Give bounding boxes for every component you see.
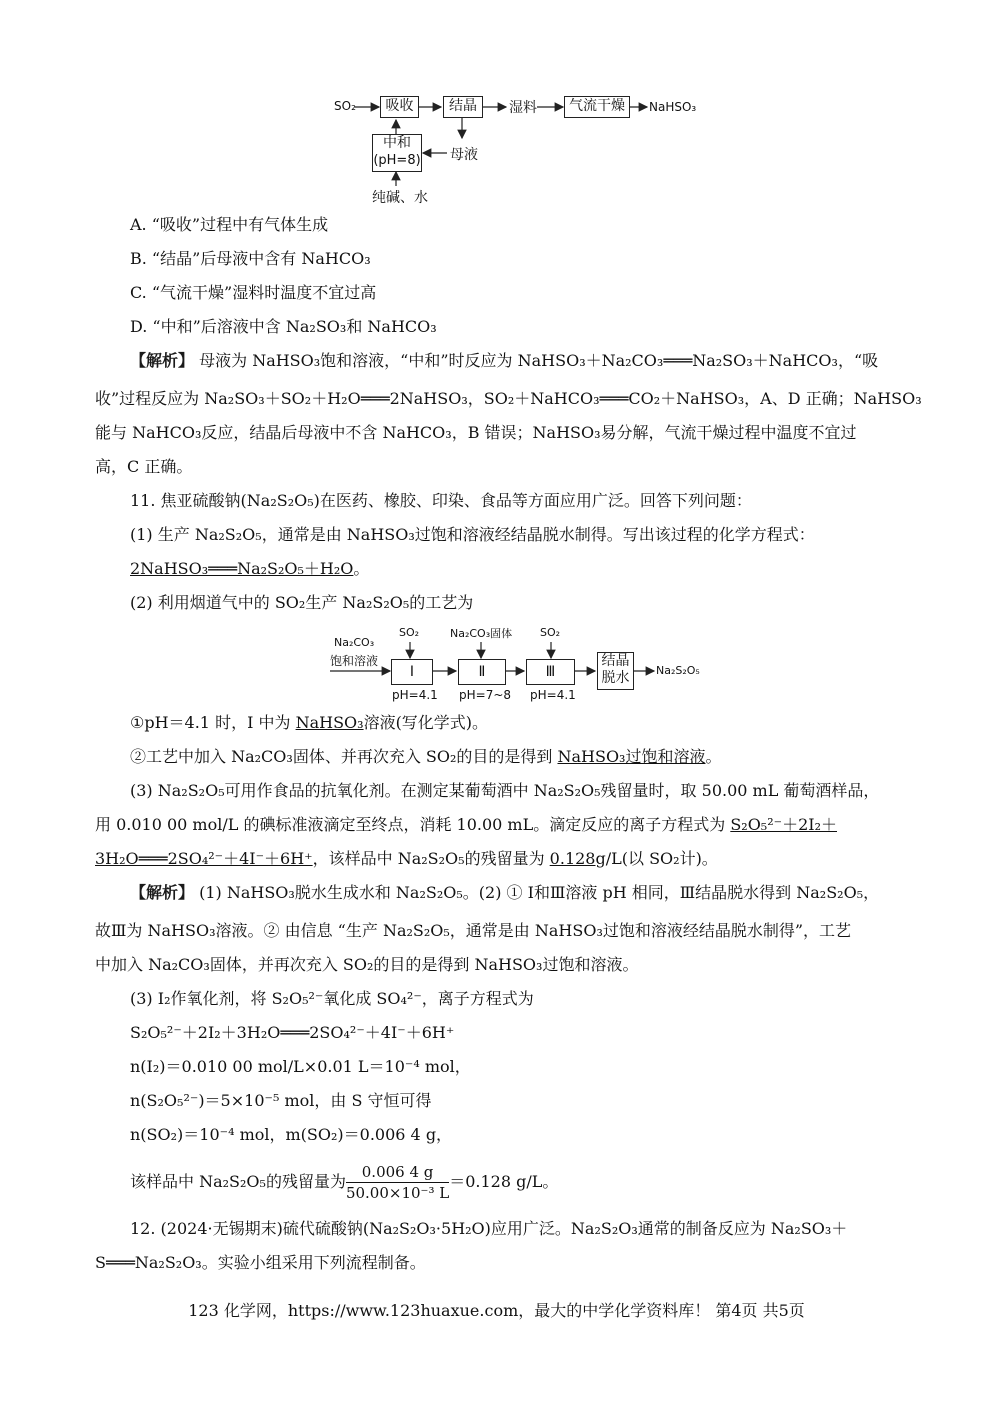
explanation-2-calc2: n(S₂O₅²⁻)＝5×10⁻⁵ mol，由 S 守恒可得 (130, 1091, 432, 1110)
page-footer: 123 化学网，https://www.123huaxue.com，最大的中学化学资料库！ 第4页 共5页 (188, 1301, 805, 1320)
result-value: ＝0.128 g/L。 (449, 1172, 559, 1191)
flow2-product: Na₂S₂O₅ (656, 664, 700, 677)
flow2-so2-a: SO₂ (399, 626, 420, 639)
q11-part2b (130, 746, 942, 768)
q11-part2b-end: 。 (705, 747, 722, 766)
q11-part3-line1: (3) Na₂S₂O₅可用作食品的抗氧化剂。在测定某葡萄酒中 Na₂S₂O₅残留量时，取 50.00 mL 葡萄酒样品， (130, 781, 880, 800)
option-b: B. “结晶”后母液中含有 NaHCO₃ (130, 249, 371, 268)
fraction-denominator: 50.00×10⁻³ L (345, 1184, 450, 1202)
flow-diagram-1 (0, 0, 993, 220)
explanation-1-line3: 能与 NaHCO₃反应，结晶后母液中不含 NaHCO₃，B 错误；NaHSO₃易分解，气流干燥过程中温度不宜过 (95, 423, 857, 442)
flow2-box-3: Ⅲ (526, 659, 575, 685)
q11-part3-answer-a: S₂O₅²⁻＋2I₂＋ (730, 815, 837, 834)
explanation-2-result (130, 1160, 942, 1206)
explanation-1-line1 (130, 350, 942, 372)
explanation-2-line2: 故Ⅲ为 NaHSO₃溶液。② 由信息 “生产 Na₂S₂O₅，通常是由 NaHSO₃过饱和溶液经结晶脱水制得”，工艺 (95, 921, 852, 940)
q11-stem: 11. 焦亚硫酸钠(Na₂S₂O₅)在医药、橡胶、印染、食品等方面应用广泛。回答下列问题： (130, 491, 752, 510)
option-c: C. “气流干燥”湿料时温度不宜过高 (130, 283, 377, 302)
flow1-product-label: NaHSO₃ (649, 100, 697, 114)
flow2-ph3: pH=4.1 (530, 688, 576, 702)
flow2-na2co3-solid: Na₂CO₃固体 (450, 627, 513, 640)
q12-line1: 12. (2024·无锡期末)硫代硫酸钠(Na₂S₂O₃·5H₂O)应用广泛。Na₂S₂O₃通常的制备反应为 Na₂SO₃＋ (130, 1219, 848, 1238)
q11-part3-text: 用 0.010 00 mol/L 的碘标准液滴定至终点，消耗 10.00 mL。滴定反应的离子方程式为 (95, 815, 731, 834)
result-fraction (346, 1162, 449, 1203)
flow1-absorb-box: 吸收 (380, 96, 419, 118)
q11-part3-line2 (95, 814, 907, 836)
q11-part2a-end: 溶液(写化学式)。 (363, 713, 489, 732)
flow1-neutral-box (372, 134, 422, 172)
q11-part1-answer-line (130, 558, 942, 580)
flow2-feed-line1: Na₂CO₃ (334, 636, 375, 649)
result-text: 该样品中 Na₂S₂O₅的残留量为 (130, 1172, 346, 1191)
explanation-2-text: (1) NaHSO₃脱水生成水和 Na₂S₂O₅。(2) ① Ⅰ和Ⅲ溶液 pH 相同，Ⅲ结晶脱水得到 Na₂S₂O₅， (194, 883, 880, 902)
flow2-box-1: Ⅰ (391, 659, 433, 685)
flow2-box-4 (597, 652, 634, 690)
flow1-dry-box: 气流干燥 (564, 96, 630, 118)
q11-part2b-answer: NaHSO₃过饱和溶液 (557, 747, 706, 766)
option-d: D. “中和”后溶液中含 Na₂SO₃和 NaHCO₃ (130, 317, 437, 336)
explanation-1-text: 母液为 NaHSO₃饱和溶液，“中和”时反应为 NaHSO₃＋Na₂CO₃═══Na₂SO₃＋NaHCO₃，“吸 (194, 351, 879, 370)
q11-part1-answer: 2NaHSO₃═══Na₂S₂O₅＋H₂O (130, 559, 354, 578)
q11-part2b-text: ②工艺中加入 Na₂CO₃固体、并再次充入 SO₂的目的是得到 (130, 747, 558, 766)
q11-part2: (2) 利用烟道气中的 SO₂生产 Na₂S₂O₅的工艺为 (130, 593, 474, 612)
explanation-2-line4: (3) I₂作氧化剂，将 S₂O₅²⁻氧化成 SO₄²⁻，离子方程式为 (130, 989, 534, 1008)
q11-part1-end: 。 (353, 559, 370, 578)
flow2-ph1: pH=4.1 (392, 688, 438, 702)
q11-part3-end: g/L(以 SO₂计)。 (595, 849, 718, 868)
q11-part3-answer-c: 0.128 (549, 849, 596, 868)
flow1-neutral-line2: (pH=8) (373, 153, 421, 168)
flow1-crystal-box: 结晶 (443, 96, 483, 118)
q11-part2a-answer: NaHSO₃ (295, 713, 364, 732)
flow2-so2-b: SO₂ (540, 626, 561, 639)
q11-part3-line3 (95, 848, 907, 870)
explanation-2-calc3: n(SO₂)＝10⁻⁴ mol，m(SO₂)＝0.006 4 g， (130, 1125, 453, 1144)
q11-part3-mid: ，该样品中 Na₂S₂O₅的残留量为 (312, 849, 550, 868)
explanation-tag: 【解析】 (130, 351, 195, 370)
q11-part1: (1) 生产 Na₂S₂O₅，通常是由 NaHSO₃过饱和溶液经结晶脱水制得。写出该过程的化学方程式： (130, 525, 815, 544)
flow2-feed-line2: 饱和溶液 (330, 654, 379, 668)
explanation-2-line3: 中加入 Na₂CO₃固体，并再次充入 SO₂的目的是得到 NaHSO₃过饱和溶液。 (95, 955, 639, 974)
option-a: A. “吸收”过程中有气体生成 (130, 215, 329, 234)
explanation-1-line4: 高，C 正确。 (95, 457, 193, 476)
flow1-neutral-line1: 中和 (383, 135, 411, 151)
flow1-mother-label: 母液 (450, 147, 478, 163)
fraction-numerator: 0.006 4 g (346, 1162, 449, 1183)
flow1-so2-label: SO₂ (334, 99, 356, 113)
q11-part3-answer-b: 3H₂O═══2SO₄²⁻＋4I⁻＋6H⁺ (95, 849, 313, 868)
explanation-tag-2: 【解析】 (130, 883, 195, 902)
flow1-soda-label: 纯碱、水 (372, 190, 428, 206)
q11-part2a-text: ①pH＝4.1 时，Ⅰ 中为 (130, 713, 296, 732)
flow1-wet-label: 湿料 (509, 100, 537, 116)
flow2-box-2: Ⅱ (458, 659, 506, 685)
flow2-ph2: pH=7~8 (459, 688, 512, 702)
explanation-2-line1 (130, 882, 942, 904)
flow2-box4-line2: 脱水 (601, 670, 630, 686)
flow2-box4-line1: 结晶 (601, 653, 630, 669)
q12-line2: S═══Na₂S₂O₃。实验小组采用下列流程制备。 (95, 1253, 426, 1272)
explanation-2-calc1: n(I₂)＝0.010 00 mol/L×0.01 L＝10⁻⁴ mol， (130, 1057, 471, 1076)
explanation-1-line2: 收”过程反应为 Na₂SO₃＋SO₂＋H₂O═══2NaHSO₃，SO₂＋NaHCO₃═══CO₂＋NaHSO₃，A、D 正确；NaHSO₃ (95, 389, 922, 408)
explanation-2-equation: S₂O₅²⁻＋2I₂＋3H₂O═══2SO₄²⁻＋4I⁻＋6H⁺ (130, 1023, 455, 1042)
q11-part2a (130, 712, 942, 734)
